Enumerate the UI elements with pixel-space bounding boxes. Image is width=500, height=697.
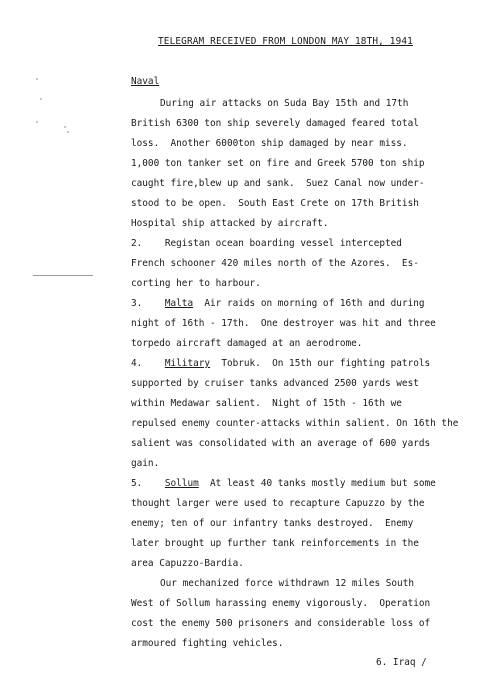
- para3-number: 3.: [131, 298, 165, 309]
- para4-first-line: [131, 358, 430, 370]
- para5b-line: armoured fighting vehicles.: [131, 638, 284, 649]
- para5b-line: Our mechanized force withdrawn 12 miles South: [160, 578, 414, 589]
- para2-line: French schooner 420 miles north of the Azores. Es-: [131, 258, 419, 269]
- para5-line: thought larger were used to recapture Capuzzo by the: [131, 498, 425, 509]
- para4-line: gain.: [131, 458, 160, 469]
- section-heading-naval: Naval: [131, 76, 160, 87]
- para4-heading: Military: [164, 358, 211, 369]
- margin-speck: [67, 131, 69, 133]
- para5-heading: Sollum: [164, 478, 199, 489]
- margin-rule-mark: [33, 275, 93, 276]
- naval-line: 1,000 ton tanker set on fire and Greek 5700 ton ship: [131, 158, 425, 169]
- para5-line: area Capuzzo-Bardia.: [131, 558, 244, 569]
- naval-line: loss. Another 6000ton ship damaged by near miss.: [131, 138, 408, 149]
- para5b-line: West of Sollum harassing enemy vigorously. Operation: [131, 598, 431, 609]
- para4-number: 4.: [131, 358, 165, 369]
- para5b-line: cost the enemy 500 prisoners and considerable loss of: [131, 618, 431, 629]
- para3-first-line-text: Air raids on morning of 16th and during: [193, 298, 425, 309]
- para5-first-line: [131, 478, 436, 490]
- para5-line: enemy; ten of our infantry tanks destroyed. Enemy: [131, 518, 414, 529]
- para5-number: 5.: [131, 478, 165, 489]
- para4-line: within Medawar salient. Night of 15th - 16th we: [131, 398, 402, 409]
- para5-line: later brought up further tank reinforcements in the: [131, 538, 419, 549]
- margin-speck: [40, 98, 42, 100]
- naval-line: caught fire,blew up and sank. Suez Canal now under-: [131, 178, 425, 189]
- para4-line: supported by cruiser tanks advanced 2500 yards west: [131, 378, 419, 389]
- para3-first-line: [131, 298, 425, 310]
- para4-first-line-text: Tobruk. On 15th our fighting patrols: [210, 358, 431, 369]
- para2-line: corting her to harbour.: [131, 278, 261, 289]
- naval-line: British 6300 ton ship severely damaged feared total: [131, 118, 419, 129]
- document-title: TELEGRAM RECEIVED FROM LONDON MAY 18TH, 1941: [158, 36, 413, 47]
- naval-line: stood to be open. South East Crete on 17th British: [131, 198, 419, 209]
- margin-speck: [64, 126, 66, 128]
- continuation-footer: 6. Iraq /: [376, 657, 427, 668]
- para3-line: torpedo aircraft damaged at an aerodrome.: [131, 338, 363, 349]
- para3-line: night of 16th - 17th. One destroyer was hit and three: [131, 318, 436, 329]
- para2-line: 2. Registan ocean boarding vessel intercepted: [131, 238, 402, 249]
- para4-line: repulsed enemy counter-attacks within salient. On 16th the: [131, 418, 459, 429]
- naval-line: Hospital ship attacked by aircraft.: [131, 218, 329, 229]
- margin-speck: [36, 78, 38, 80]
- para3-heading: Malta: [164, 298, 194, 309]
- para5-first-line-text: At least 40 tanks mostly medium but some: [198, 478, 436, 489]
- para4-line: salient was consolidated with an average of 600 yards: [131, 438, 431, 449]
- naval-line: During air attacks on Suda Bay 15th and 17th: [160, 98, 409, 109]
- margin-speck: [36, 121, 38, 123]
